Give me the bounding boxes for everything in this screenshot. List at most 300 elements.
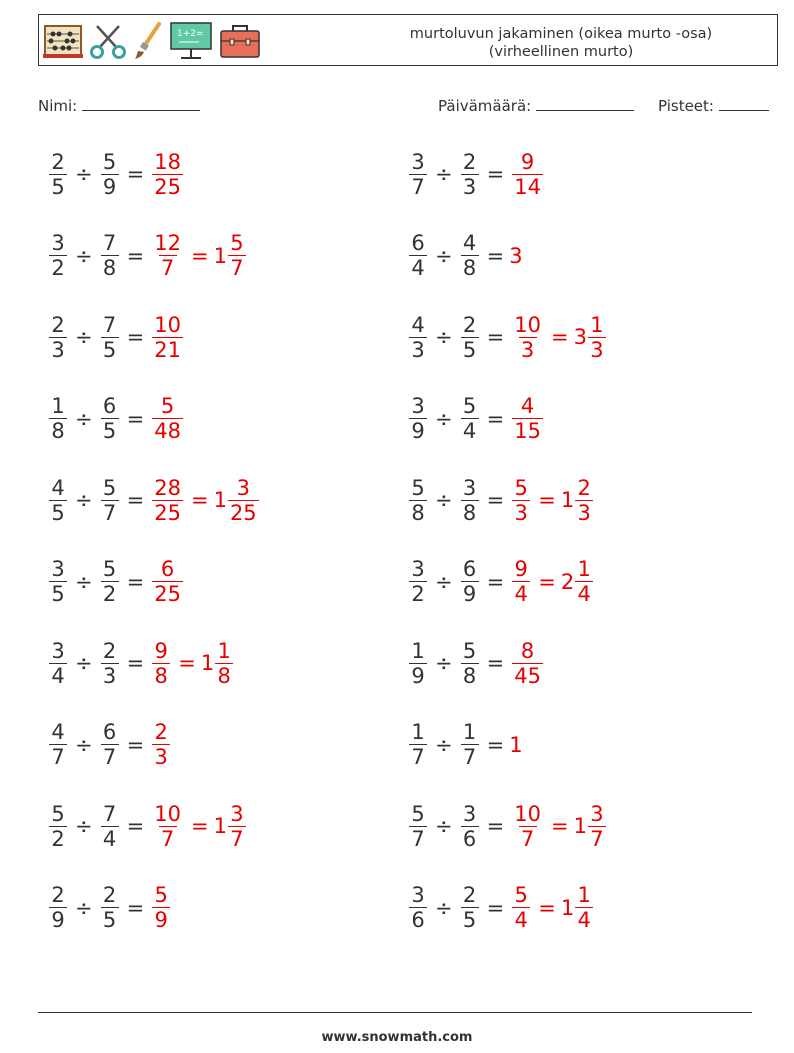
problem-item — [46, 796, 249, 856]
denominator: 15 — [514, 419, 541, 443]
problem-item — [46, 307, 186, 367]
numerator: 3 — [411, 394, 425, 418]
problem-item — [406, 307, 609, 367]
answer — [509, 150, 546, 199]
denominator: 25 — [154, 500, 181, 525]
fraction — [461, 883, 479, 932]
numerator: 2 — [102, 883, 117, 907]
title-line-2: (virheellinen murto) — [488, 44, 634, 60]
equals-sign: = — [126, 243, 145, 268]
denominator: 3 — [519, 337, 537, 362]
equals-sign: = — [126, 162, 145, 186]
abacus-icon — [43, 23, 83, 59]
equals-sign: = — [486, 325, 505, 349]
equals-sign: = — [550, 325, 569, 349]
numerator: 2 — [462, 149, 477, 174]
numerator: 18 — [154, 149, 181, 174]
problem-item — [406, 552, 596, 612]
equals-sign: = — [190, 488, 209, 512]
divide-sign: ÷ — [75, 651, 93, 675]
mixed-whole: 1 — [560, 488, 575, 512]
problem-item — [46, 552, 186, 612]
answer — [149, 720, 173, 769]
equals-sign: = — [190, 814, 209, 838]
problem-item — [46, 715, 173, 775]
denominator: 7 — [101, 744, 119, 769]
equals-sign: = — [550, 814, 569, 838]
fraction — [409, 802, 427, 851]
numerator: 5 — [411, 801, 425, 826]
numerator: 5 — [411, 475, 425, 500]
answer — [509, 476, 596, 525]
numerator: 2 — [577, 475, 591, 500]
divide-sign: ÷ — [435, 732, 453, 757]
equals-sign: = — [126, 569, 145, 594]
numerator: 7 — [102, 801, 117, 826]
fraction — [49, 313, 67, 362]
numerator: 2 — [462, 312, 477, 337]
answer — [149, 394, 186, 443]
denominator: 3 — [512, 500, 530, 525]
divide-sign: ÷ — [435, 243, 453, 268]
numerator: 4 — [51, 475, 65, 500]
fraction — [409, 720, 427, 769]
divide-sign: ÷ — [75, 569, 93, 594]
fraction — [409, 476, 427, 525]
denominator: 7 — [519, 826, 537, 851]
numerator: 3 — [411, 557, 425, 581]
denominator: 4 — [101, 826, 119, 851]
divide-sign: ÷ — [435, 406, 453, 431]
header-box — [38, 14, 778, 66]
divide-sign: ÷ — [75, 325, 93, 349]
fraction — [461, 802, 479, 851]
numerator: 5 — [102, 557, 117, 581]
numerator: 9 — [520, 149, 535, 174]
fraction — [152, 150, 183, 199]
footer-divider — [38, 1012, 752, 1013]
numerator: 1 — [51, 394, 65, 418]
fraction — [461, 231, 479, 280]
fraction — [152, 231, 183, 280]
numerator: 10 — [514, 801, 541, 826]
numerator: 5 — [102, 475, 117, 500]
numerator: 2 — [462, 883, 477, 907]
denominator: 8 — [409, 500, 427, 525]
fraction — [101, 394, 119, 443]
fraction — [512, 476, 530, 525]
denominator: 3 — [409, 337, 427, 362]
answer — [149, 802, 249, 851]
denominator: 7 — [409, 744, 427, 769]
numerator: 4 — [462, 231, 477, 255]
numerator: 7 — [102, 231, 117, 255]
fraction — [228, 802, 246, 851]
answer — [509, 394, 546, 443]
fraction — [101, 557, 119, 606]
fraction — [228, 231, 246, 280]
numerator: 1 — [411, 638, 425, 663]
problem-item — [46, 389, 186, 449]
denominator: 8 — [152, 663, 170, 688]
fraction — [101, 639, 119, 688]
fraction — [152, 720, 170, 769]
header-icons — [43, 20, 261, 62]
numerator: 2 — [51, 883, 65, 907]
mixed-whole: 1 — [200, 651, 215, 675]
fraction — [101, 802, 119, 851]
fraction — [512, 313, 543, 362]
numerator: 3 — [236, 475, 250, 500]
denominator: 5 — [101, 337, 119, 362]
answer — [149, 313, 186, 362]
equals-sign: = — [486, 243, 505, 268]
numerator: 6 — [160, 557, 175, 581]
denominator: 4 — [575, 907, 593, 932]
divide-sign: ÷ — [75, 488, 93, 512]
equals-sign: = — [486, 814, 505, 838]
fraction — [49, 150, 67, 199]
denominator: 21 — [154, 337, 181, 362]
problem-item — [46, 633, 236, 693]
denominator: 7 — [461, 744, 479, 769]
fraction — [101, 883, 119, 932]
equals-sign: = — [486, 406, 505, 431]
denominator: 7 — [159, 826, 177, 851]
denominator: 9 — [101, 174, 119, 199]
fraction — [461, 313, 479, 362]
problem-item — [406, 633, 546, 693]
denominator: 3 — [575, 500, 593, 525]
denominator: 14 — [514, 174, 541, 199]
numerator: 12 — [154, 231, 181, 255]
problem-item — [46, 144, 186, 204]
fraction — [409, 313, 427, 362]
name-blank[interactable] — [82, 96, 200, 111]
mixed-whole: 1 — [560, 895, 575, 920]
numerator: 3 — [411, 883, 425, 907]
numerator: 28 — [154, 475, 181, 500]
equals-sign: = — [538, 569, 556, 594]
chalkboard-icon — [169, 21, 213, 61]
mixed-whole: 3 — [573, 325, 587, 349]
numerator: 10 — [514, 312, 541, 337]
numerator: 5 — [462, 394, 477, 418]
divide-sign: ÷ — [435, 162, 453, 186]
problem-item — [406, 796, 609, 856]
equals-sign: = — [126, 488, 145, 512]
fraction — [152, 639, 170, 688]
worksheet-title — [371, 25, 751, 61]
answer — [149, 639, 236, 688]
denominator: 2 — [101, 581, 119, 606]
scissors-icon — [89, 22, 127, 60]
denominator: 4 — [461, 418, 479, 443]
equals-sign: = — [538, 488, 556, 512]
denominator: 4 — [512, 907, 530, 932]
fraction — [152, 313, 183, 362]
denominator: 48 — [154, 419, 181, 443]
fraction — [101, 313, 119, 362]
numerator: 5 — [514, 883, 528, 907]
numerator: 5 — [462, 638, 477, 663]
numerator: 2 — [154, 720, 168, 744]
denominator: 4 — [575, 581, 593, 606]
mixed-whole: 1 — [213, 243, 227, 268]
answer — [509, 313, 609, 362]
problem-item — [46, 878, 173, 938]
numerator: 1 — [411, 720, 425, 744]
equals-sign: = — [126, 814, 145, 838]
answer — [509, 802, 609, 851]
denominator: 25 — [229, 500, 257, 525]
problem-item — [406, 226, 523, 286]
date-field — [438, 96, 634, 115]
fraction — [49, 883, 67, 932]
equals-sign: = — [486, 569, 505, 594]
fraction — [215, 639, 233, 688]
denominator: 5 — [49, 500, 67, 525]
numerator: 3 — [590, 801, 604, 826]
fraction — [588, 313, 606, 362]
denominator: 3 — [461, 174, 479, 199]
numerator: 6 — [102, 720, 117, 744]
numerator: 5 — [102, 149, 117, 174]
date-blank[interactable] — [536, 96, 634, 111]
date-label: Päivämäärä: — [438, 97, 532, 115]
denominator: 4 — [49, 663, 67, 688]
toolbox-icon — [219, 21, 261, 61]
denominator: 6 — [409, 907, 427, 932]
numerator: 8 — [520, 638, 535, 663]
problem-item — [406, 389, 546, 449]
denominator: 25 — [154, 174, 181, 199]
title-line-1: murtoluvun jakaminen (oikea murto -osa) — [409, 26, 713, 42]
fraction — [49, 639, 67, 688]
mixed-whole: 1 — [573, 814, 587, 838]
numerator: 10 — [154, 801, 181, 826]
problem-item — [406, 470, 596, 530]
fraction — [575, 883, 593, 932]
equals-sign: = — [126, 325, 145, 349]
answer — [149, 476, 261, 525]
denominator: 9 — [152, 907, 170, 932]
answer — [149, 231, 249, 280]
fraction — [461, 720, 479, 769]
fraction — [49, 394, 67, 443]
numerator: 6 — [411, 231, 425, 255]
problem-item — [46, 226, 249, 286]
numerator: 3 — [51, 231, 65, 255]
fraction — [512, 557, 530, 606]
fraction — [461, 557, 479, 606]
score-blank[interactable] — [719, 96, 769, 111]
problem-item — [406, 715, 523, 775]
numerator: 5 — [514, 475, 528, 500]
answer — [509, 557, 596, 606]
fraction — [512, 150, 543, 199]
name-label: Nimi: — [38, 97, 78, 115]
divide-sign: ÷ — [435, 488, 453, 512]
equals-sign: = — [486, 488, 505, 512]
equals-sign: = — [126, 895, 145, 920]
numerator: 5 — [51, 801, 65, 826]
mixed-whole: 2 — [560, 569, 575, 594]
denominator: 7 — [49, 744, 67, 769]
answer — [509, 639, 546, 688]
name-field — [38, 96, 200, 115]
denominator: 7 — [588, 826, 606, 851]
numerator: 6 — [462, 557, 477, 581]
denominator: 4 — [512, 581, 530, 606]
numerator: 9 — [514, 557, 528, 581]
numerator: 10 — [154, 312, 181, 337]
divide-sign: ÷ — [75, 162, 93, 186]
divide-sign: ÷ — [75, 732, 93, 757]
fraction — [409, 394, 427, 443]
fraction — [512, 394, 543, 443]
numerator: 1 — [217, 638, 231, 663]
numerator: 3 — [51, 557, 65, 581]
fraction — [409, 557, 427, 606]
score-field — [658, 96, 769, 115]
divide-sign: ÷ — [75, 406, 93, 431]
denominator: 8 — [461, 255, 479, 280]
fraction — [461, 639, 479, 688]
answer — [149, 883, 173, 932]
fraction — [49, 557, 67, 606]
fraction — [152, 883, 170, 932]
denominator: 9 — [461, 581, 479, 606]
numerator: 3 — [230, 801, 244, 826]
numerator: 1 — [462, 720, 477, 744]
equals-sign: = — [486, 162, 505, 186]
equals-sign: = — [486, 651, 505, 675]
answer — [149, 150, 186, 199]
numerator: 9 — [154, 638, 168, 663]
svg-text:1+2=: 1+2= — [177, 29, 204, 39]
equals-sign: = — [126, 406, 145, 431]
numerator: 3 — [411, 149, 425, 174]
numerator: 1 — [577, 557, 591, 581]
numerator: 1 — [577, 883, 591, 907]
fraction — [101, 476, 119, 525]
fraction — [152, 394, 183, 443]
denominator: 7 — [101, 500, 119, 525]
denominator: 25 — [154, 582, 181, 606]
fraction — [512, 883, 530, 932]
equals-sign: = — [126, 651, 145, 675]
numerator: 3 — [51, 638, 65, 663]
problem-item — [406, 144, 546, 204]
denominator: 7 — [228, 255, 246, 280]
denominator: 8 — [49, 418, 67, 443]
denominator: 3 — [588, 337, 606, 362]
fraction — [409, 883, 427, 932]
equals-sign: = — [486, 895, 505, 920]
fraction — [228, 476, 259, 525]
answer — [509, 883, 596, 932]
denominator: 5 — [49, 174, 67, 199]
denominator: 5 — [101, 907, 119, 932]
numerator: 6 — [102, 394, 117, 418]
denominator: 2 — [49, 826, 67, 851]
denominator: 8 — [461, 663, 479, 688]
score-label: Pisteet: — [658, 97, 714, 115]
numerator: 2 — [51, 149, 65, 174]
problem-item — [46, 470, 262, 530]
denominator: 4 — [409, 255, 427, 280]
denominator: 9 — [409, 418, 427, 443]
fraction — [101, 150, 119, 199]
denominator: 5 — [461, 337, 479, 362]
fraction — [461, 150, 479, 199]
numerator: 2 — [51, 312, 65, 337]
answer — [509, 244, 522, 268]
denominator: 9 — [409, 663, 427, 688]
numerator: 3 — [462, 801, 477, 826]
fraction — [461, 394, 479, 443]
fraction — [409, 150, 427, 199]
equals-sign: = — [538, 895, 556, 920]
numerator: 5 — [230, 231, 244, 255]
fraction — [575, 557, 593, 606]
fraction — [49, 231, 67, 280]
equals-sign: = — [190, 243, 209, 268]
mixed-whole: 1 — [213, 814, 227, 838]
equals-sign: = — [486, 732, 505, 757]
divide-sign: ÷ — [435, 325, 453, 349]
numerator: 7 — [102, 312, 117, 337]
fraction — [49, 476, 67, 525]
divide-sign: ÷ — [75, 243, 93, 268]
fraction — [409, 639, 427, 688]
denominator: 8 — [461, 500, 479, 525]
fraction — [409, 231, 427, 280]
fraction — [152, 476, 183, 525]
divide-sign: ÷ — [435, 895, 453, 920]
denominator: 8 — [101, 255, 119, 280]
numerator: 4 — [520, 394, 535, 418]
divide-sign: ÷ — [435, 814, 453, 838]
footer-url: www.snowmath.com — [321, 1030, 473, 1045]
denominator: 5 — [461, 907, 479, 932]
fraction — [49, 802, 67, 851]
fraction — [575, 476, 593, 525]
equals-sign: = — [126, 732, 145, 757]
numerator: 5 — [160, 394, 175, 418]
denominator: 5 — [49, 581, 67, 606]
denominator: 7 — [409, 826, 427, 851]
denominator: 6 — [461, 826, 479, 851]
fraction — [512, 802, 543, 851]
equals-sign: = — [178, 651, 196, 675]
numerator: 5 — [154, 883, 168, 907]
answer-whole: 1 — [509, 732, 523, 757]
denominator: 45 — [514, 663, 541, 688]
numerator: 1 — [590, 312, 604, 337]
numerator: 3 — [462, 475, 477, 500]
denominator: 7 — [228, 826, 246, 851]
divide-sign: ÷ — [435, 651, 453, 675]
denominator: 7 — [409, 174, 427, 199]
denominator: 9 — [49, 907, 67, 932]
fraction — [49, 720, 67, 769]
divide-sign: ÷ — [435, 569, 453, 594]
answer — [149, 557, 186, 606]
problem-item — [406, 878, 596, 938]
denominator: 7 — [159, 255, 177, 280]
